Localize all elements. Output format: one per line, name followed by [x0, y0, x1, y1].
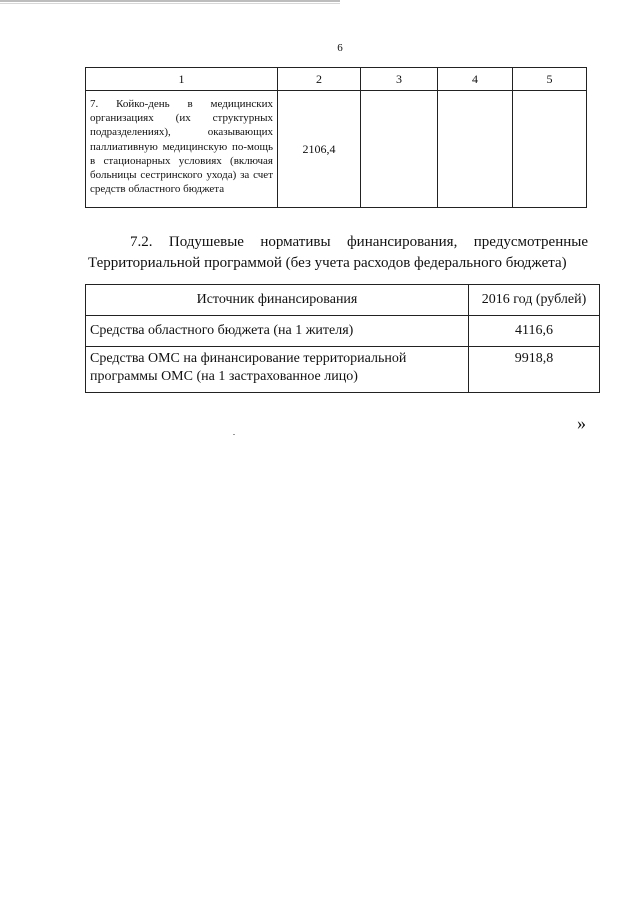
financing-table: [85, 284, 600, 393]
table-row: [86, 316, 600, 347]
indicator-cell: [86, 91, 278, 208]
table-header-row: [86, 285, 600, 316]
empty-cell-5: [513, 91, 587, 208]
column-header-5: 5: [513, 68, 587, 91]
section-heading: [88, 232, 588, 274]
empty-cell-4: [438, 91, 513, 208]
value-cell: 9918,8: [469, 347, 600, 393]
page-number: 6: [337, 42, 343, 54]
header-year: 2016 год (рублей): [469, 285, 600, 316]
header-source: Источник финансирования: [86, 285, 469, 316]
scan-edge-line: [0, 3, 340, 4]
column-header-4: 4: [438, 68, 513, 91]
table-row: [86, 91, 587, 208]
indicator-value: 2106,4: [278, 91, 361, 208]
source-cell: Средства областного бюджета (на 1 жителя): [86, 316, 469, 347]
column-header-1: 1: [86, 68, 278, 91]
closing-quote-mark: »: [577, 413, 586, 433]
section-heading-line-2: Территориальной программой (без учета расходов федерального бюджета): [88, 255, 567, 271]
column-header-3: 3: [361, 68, 438, 91]
section-heading-line-1: 7.2. Подушевые нормативы финансирования, предусмотренные: [130, 234, 588, 250]
scan-edge-line: [0, 0, 340, 2]
scan-speck: [233, 434, 235, 435]
indicator-description: 7. Койко-день в медицинских организациях (их структурных подразделениях), оказывающих паллиативную медицинскую по-мощь в стационарных условиях (включая больницы сестринского ухода) за счет средств областного бюджета: [90, 98, 273, 196]
column-header-2: 2: [278, 68, 361, 91]
table-header-row: [86, 68, 587, 91]
indicators-table: [85, 67, 587, 208]
value-cell: 4116,6: [469, 316, 600, 347]
empty-cell-3: [361, 91, 438, 208]
source-cell: Средства ОМС на финансирование территориальной программы ОМС (на 1 застрахованное лицо): [86, 347, 469, 393]
table-row: [86, 347, 600, 393]
